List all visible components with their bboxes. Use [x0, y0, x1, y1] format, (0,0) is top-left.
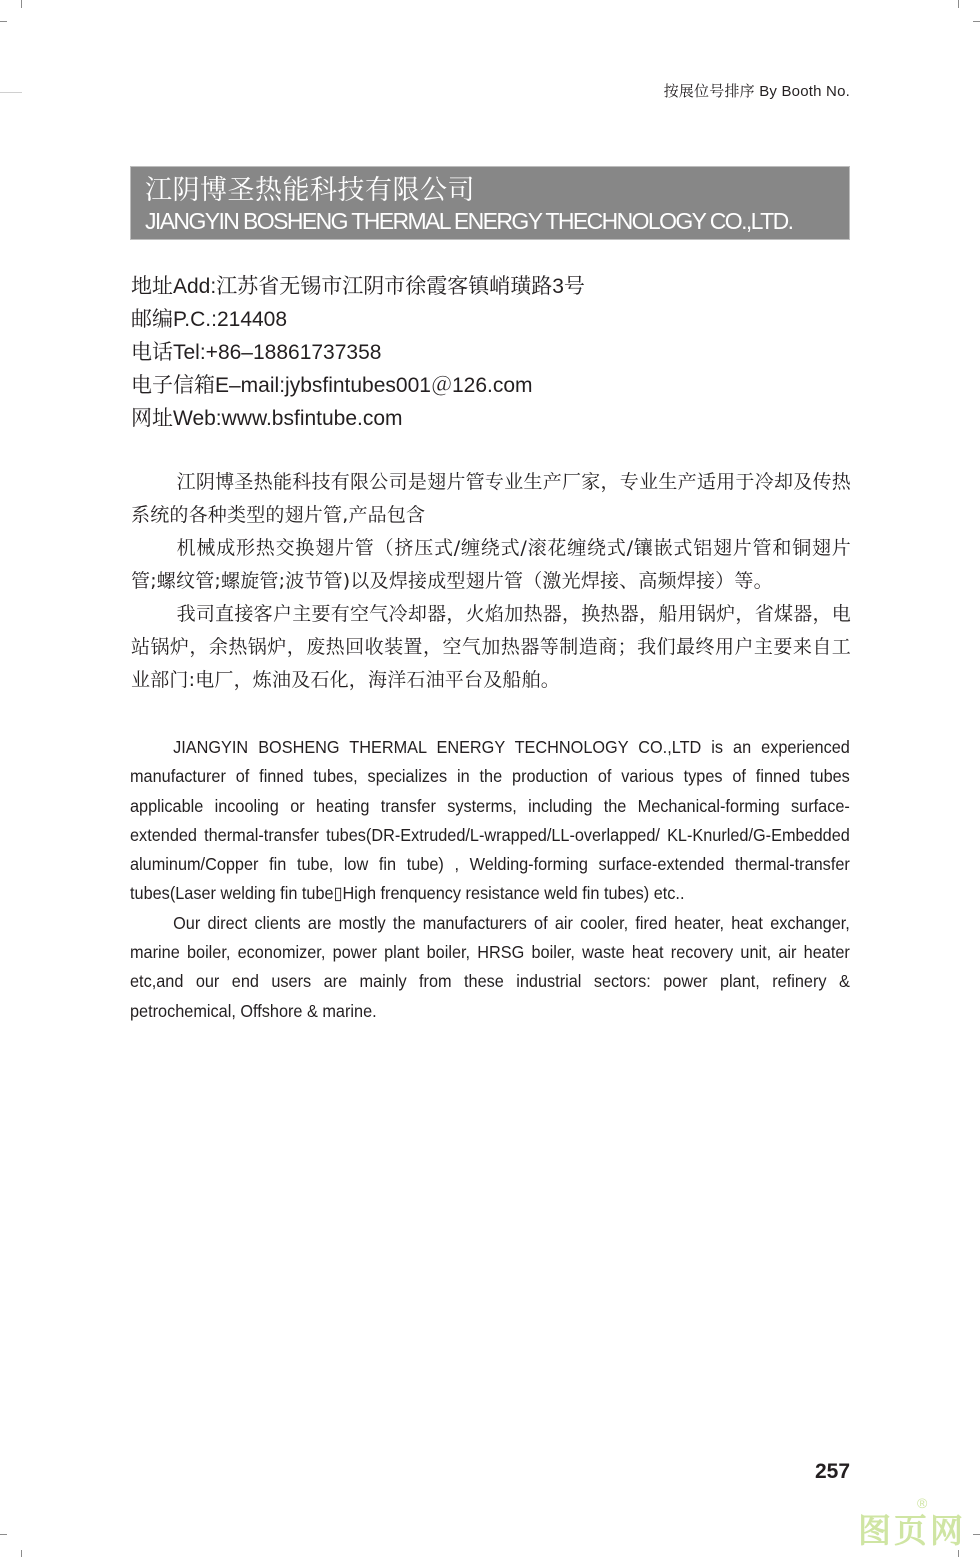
- contact-web: 网址Web:www.bsfintube.com: [131, 407, 403, 430]
- crop-mark: [21, 1550, 22, 1557]
- description-cn-paragraph: 我司直接客户主要有空气冷却器，火焰加热器，换热器，船用锅炉，省煤器，电站锅炉，余热锅炉，废热回收装置，空气加热器等制造商；我们最终用户主要来自工业部门:电厂，炼油及石化，海洋石油平台及船舶。: [131, 603, 851, 691]
- contact-email: 电子信箱E–mail:jybsfintubes001＠126.com: [131, 374, 533, 397]
- contact-address: 地址Add:江苏省无锡市江阴市徐霞客镇峭璜路3号: [131, 275, 585, 298]
- crop-mark: [973, 1534, 980, 1535]
- crop-mark: [0, 1534, 7, 1535]
- contact-info: [131, 270, 585, 435]
- watermark-logo: 图页网: [858, 1511, 966, 1550]
- page-number: 257: [815, 1460, 851, 1483]
- company-name-en: JIANGYIN BOSHENG THERMAL ENERGY THECHNOLOGY CO.,LTD.: [145, 208, 793, 234]
- description-en-paragraph: JIANGYIN BOSHENG THERMAL ENERGY TECHNOLOGY CO.,LTD is an experienced manufacturer of finned tubes, specializes in the production of various types of finned tubes applicable incooling or heating transfer systerms, including the Mechanical-forming surface-extended thermal-transfer tubes(DR-Extruded/L-wrapped/LL-overlapped/ KL-Knurled/G-Embedded aluminum/Copper fin tube, low fin tube) , Welding-forming surface-extended thermal-transfer tubes(Laser welding fin tube▯High frenquency resistance weld fin tubes) etc..: [130, 737, 850, 904]
- description-cn-paragraph: 江阴博圣热能科技有限公司是翅片管专业生产厂家，专业生产适用于冷却及传热系统的各种类型的翅片管,产品包含: [131, 471, 851, 526]
- contact-tel: 电话Tel:+86–18861737358: [131, 341, 382, 364]
- running-head: 按展位号排序 By Booth No.: [663, 83, 850, 100]
- description-cn-paragraph: 机械成形热交换翅片管（挤压式/缠绕式/滚花缠绕式/镶嵌式铝翅片管和铜翅片管;螺纹管;螺旋管;波节管)以及焊接成型翅片管（激光焊接、高频焊接）等。: [131, 537, 851, 592]
- company-title-bar: [130, 166, 850, 240]
- crop-mark: [958, 0, 959, 8]
- crop-mark: [21, 0, 22, 8]
- company-name-cn: 江阴博圣热能科技有限公司: [145, 175, 475, 205]
- description-cn: [131, 466, 851, 697]
- contact-postcode: 邮编P.C.:214408: [131, 308, 288, 331]
- description-en: [130, 733, 850, 1026]
- crop-mark: [973, 21, 980, 22]
- registered-mark-icon: ®: [917, 1495, 928, 1511]
- description-en-paragraph: Our direct clients are mostly the manufacturers of air cooler, fired heater, heat exchanger, marine boiler, economizer, power plant boiler, HRSG boiler, waste heat recovery unit, air heater etc,and our end users are mainly from these industrial sectors: power plant, refinery & petrochemical, Offshore & marine.: [130, 912, 850, 1021]
- crop-mark: [0, 92, 22, 93]
- crop-mark: [0, 21, 7, 22]
